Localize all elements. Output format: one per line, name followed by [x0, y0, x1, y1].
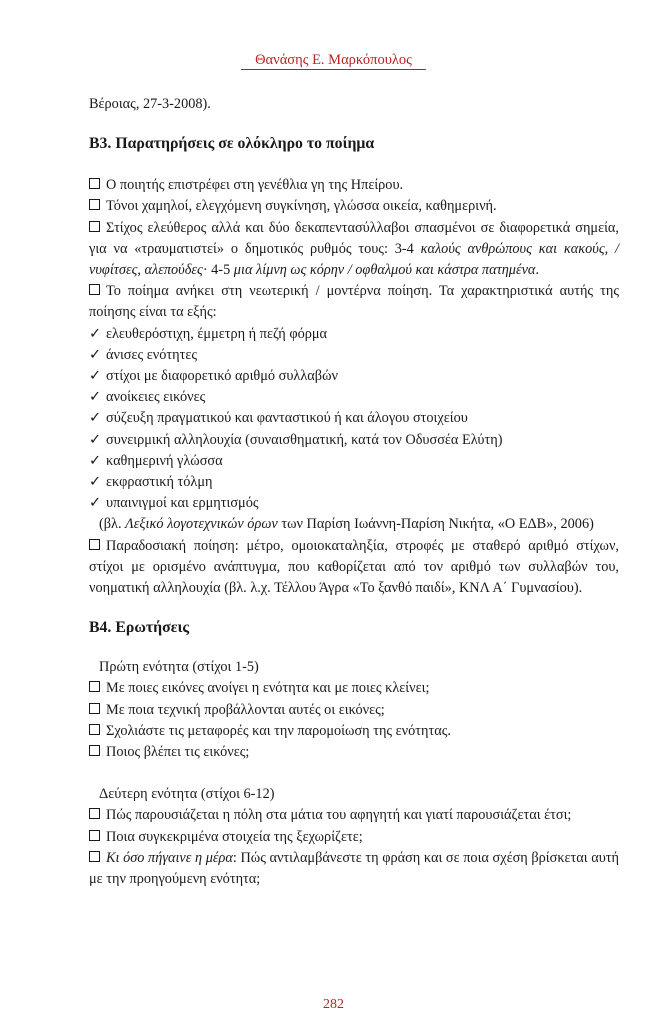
b3-item-3-text-c: · 4-5 [202, 262, 234, 279]
reference-note [89, 514, 619, 535]
b3-item-3-quote-a: καλούς ανθρώπους και κακούς, / νυφίτσες, αλεπούδες [89, 240, 619, 279]
b3-item-3-text-a: Στίχος ελεύθερος αλλά και δύο δεκαπεντασύλλαβοι σπασμένοι σε διαφορετικά σημεία, για να «τραυματιστεί» ο δημοτικός ρυθμός τους: 3-4 [89, 219, 619, 257]
unit-1-question: Ποιος βλέπει τις εικόνες; [89, 742, 619, 763]
unit-2-question-2: Ποια συγκεκριμένα στοιχεία της ξεχωρίζετε; [89, 827, 619, 848]
spacer [89, 763, 619, 784]
reference-prefix: (βλ. [99, 516, 126, 533]
feature-item: ✓ στίχοι με διαφορετικό αριθμό συλλαβών [89, 366, 619, 387]
features-list [89, 324, 619, 515]
b3-item-2: Τόνοι χαμηλοί, ελεγχόμενη συγκίνηση, γλώσσα οικεία, καθημερινή. [89, 196, 619, 217]
unit-1-question: Με ποιες εικόνες ανοίγει η ενότητα και με ποιες κλείνει; [89, 678, 619, 699]
section-b4-heading: Β4. Ερωτήσεις [89, 619, 190, 637]
feature-item: ✓ υπαινιγμοί και ερμητισμός [89, 493, 619, 514]
b3-item-3-quote-b: μια λίμνη ως κόρην / οφθαλμού και κάστρα πατημένα [233, 262, 536, 279]
unit-2-question-3-quote: Κι όσο πήγαινε η μέρα [106, 849, 233, 866]
feature-item: ✓ εκφραστική τόλμη [89, 472, 619, 493]
b3-item-1: Ο ποιητής επιστρέφει στη γενέθλια γη της Ηπείρου. [89, 175, 619, 196]
unit-2-question-1: Πώς παρουσιάζεται η πόλη στα μάτια του αφηγητή και γιατί παρουσιάζεται έτσι; [89, 805, 619, 826]
b3-item-5: Παραδοσιακή ποίηση: μέτρο, ομοιοκαταληξία, στροφές με σταθερό αριθμό στίχων, στίχοι με ορισμένο ανάπτυγμα, που καθορίζεται από τον αριθμό των συλλαβών του, νοηματική αλληλουχία (βλ. λ.χ. Τέλλου Άγρα «Το ξανθό παιδί», ΚΝΛ Α΄ Γυμνασίου). [89, 536, 619, 600]
unit-2-question-3 [89, 848, 619, 890]
running-head-text: Θανάσης Ε. Μαρκόπουλος [241, 52, 426, 70]
unit-1-title: Πρώτη ενότητα (στίχοι 1-5) [99, 659, 259, 676]
feature-item: ✓ σύζευξη πραγματικού και φανταστικού ή και άλογου στοιχείου [89, 408, 619, 429]
unit-2-title: Δεύτερη ενότητα (στίχοι 6-12) [99, 786, 275, 803]
b3-item-3-text-e: . [535, 262, 540, 279]
reference-title: Λεξικό λογοτεχνικών όρων [125, 516, 278, 533]
unit-1-question: Σχολιάστε τις μεταφορές και την παρομοίωση της ενότητας. [89, 721, 619, 742]
feature-item: ✓ ελευθερόστιχη, έμμετρη ή πεζή φόρμα [89, 324, 619, 345]
feature-item: ✓ συνειρμική αλληλουχία (συναισθηματική, κατά τον Οδυσσέα Ελύτη) [89, 430, 619, 451]
b3-item-4: Το ποίημα ανήκει στη νεωτερική / μοντέρνα ποίηση. Τα χαρακτηριστικά αυτής της ποίησης είναι τα εξής: [89, 281, 619, 323]
page-number: 282 [323, 997, 344, 1012]
feature-item: ✓ ανοίκειες εικόνες [89, 387, 619, 408]
page-body [89, 94, 619, 890]
unit-1-question: Με ποια τεχνική προβάλλονται αυτές οι εικόνες; [89, 700, 619, 721]
feature-item: ✓ καθημερινή γλώσσα [89, 451, 619, 472]
running-head [0, 52, 667, 69]
unit-2-question-3-text: : Πώς αντιλαμβάνεστε τη φράση και σε ποια σχέση βρίσκεται αυτή με την προηγούμενη ενότητα; [89, 849, 619, 888]
intro-line: Βέροιας, 27-3-2008). [89, 96, 211, 112]
reference-suffix: των Παρίση Ιωάννη-Παρίση Νικήτα, «Ο ΕΔΒ», 2006) [277, 516, 594, 533]
feature-item: ✓ άνισες ενότητες [89, 345, 619, 366]
section-b3-heading: Β3. Παρατηρήσεις σε ολόκληρο το ποίημα [89, 135, 375, 153]
b3-item-3 [89, 218, 619, 282]
